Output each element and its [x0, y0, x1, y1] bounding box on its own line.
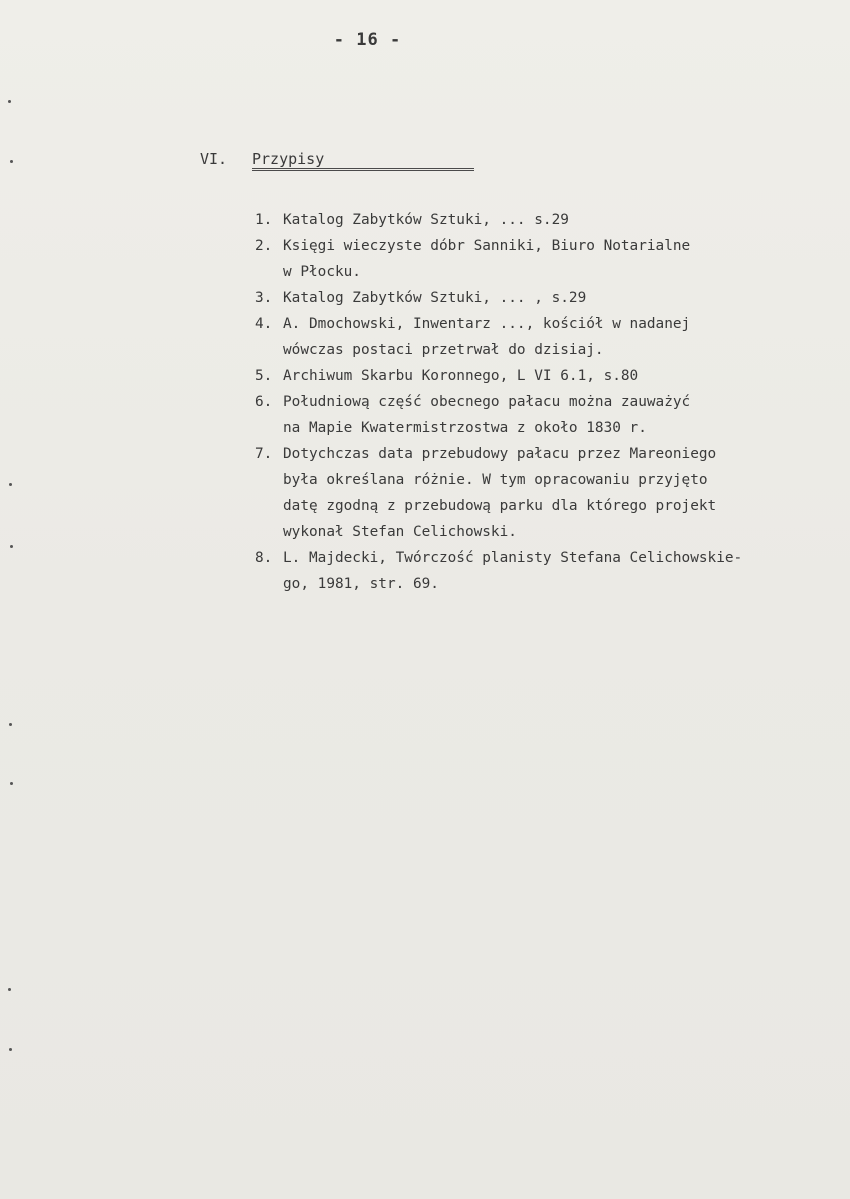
footnote-text: wówczas postaci przetrwał do dzisiaj.	[283, 342, 604, 358]
footnote-number: 7.	[255, 446, 273, 462]
footnote-text: Katalog Zabytków Sztuki, ... s.29	[283, 212, 569, 228]
footnote-number: 2.	[255, 238, 273, 254]
footnote-number: 4.	[255, 316, 273, 332]
footnote-item	[255, 545, 845, 597]
footnote-number: 3.	[255, 290, 273, 306]
footnote-text: była określana różnie. W tym opracowaniu przyjęto	[283, 472, 708, 488]
footnote-text: Księgi wieczyste dóbr Sanniki, Biuro Notarialne	[283, 238, 691, 254]
footnote-number: 1.	[255, 212, 273, 228]
footnote-list	[255, 207, 845, 597]
footnote-text: Katalog Zabytków Sztuki, ... , s.29	[283, 290, 587, 306]
margin-mark	[10, 160, 13, 163]
footnote-number: 6.	[255, 394, 273, 410]
page-number: - 16 -	[333, 30, 402, 50]
footnote-text: na Mapie Kwatermistrzostwa z około 1830 r.	[283, 420, 647, 436]
footnote-number: 5.	[255, 368, 273, 384]
section-roman-numeral: VI.	[200, 150, 228, 168]
footnote-item	[255, 311, 845, 363]
section-heading	[200, 150, 474, 171]
footnote-item	[255, 285, 845, 311]
footnote-item	[255, 389, 845, 441]
margin-mark	[10, 782, 13, 785]
footnote-item	[255, 363, 845, 389]
footnote-text: Dotychczas data przebudowy pałacu przez Mareoniego	[283, 446, 717, 462]
margin-mark	[8, 988, 11, 991]
footnote-text: A. Dmochowski, Inwentarz ..., kościół w nadanej	[283, 316, 691, 332]
footnote-text: Archiwum Skarbu Koronnego, L VI 6.1, s.80	[283, 368, 639, 384]
footnote-text: L. Majdecki, Twórczość planisty Stefana Celichowskie-	[283, 550, 743, 566]
margin-mark	[9, 1048, 12, 1051]
footnote-item	[255, 233, 845, 285]
margin-mark	[10, 545, 13, 548]
margin-mark	[9, 483, 12, 486]
footnote-text: go, 1981, str. 69.	[283, 576, 439, 592]
footnote-number: 8.	[255, 550, 273, 566]
margin-mark	[8, 100, 11, 103]
footnote-text: Południową część obecnego pałacu można zauważyć	[283, 394, 691, 410]
footnote-item	[255, 441, 845, 545]
footnote-text: datę zgodną z przebudową parku dla którego projekt	[283, 498, 717, 514]
footnote-text: wykonał Stefan Celichowski.	[283, 524, 517, 540]
footnote-item	[255, 207, 845, 233]
footnote-text: w Płocku.	[283, 264, 361, 280]
margin-mark	[9, 723, 12, 726]
section-title: Przypisy	[252, 150, 474, 171]
